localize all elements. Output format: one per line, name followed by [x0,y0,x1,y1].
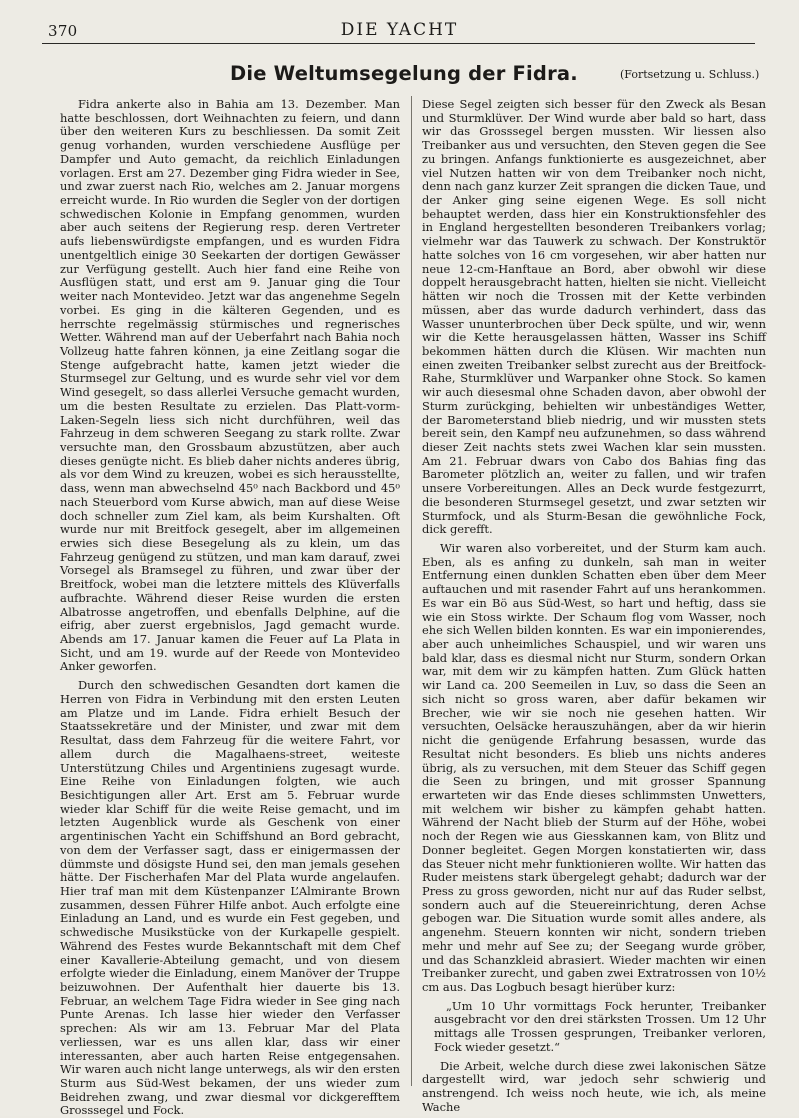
paragraph: Durch den schwedischen Gesandten dort kamen die Herren von Fidra in Verbindung mit den ersten Leuten am Platze und im Lande. Fidra erhielt Besuch der Staatssekretäre und der Minister, und zwar mit dem Resultat, dass dem Fahrzeug für die weitere Fahrt, vor allem durch die Magalhaens-street, weiteste Unterstützung Chiles und Argentiniens zugesagt wurde. Eine Reihe von Einladungen folgten, wie auch Besichtigungen aller Art. Erst am 5. Februar wurde wieder klar Schiff für die weite Reise gemacht, und im letzten Augenblick wurde als Geschenk von einer argentinischen Yacht ein Schiffshund an Bord gebracht, von dem der Verfasser sagt, dass er einigermassen der dümmste und dösigste Hund sei, den man jemals gesehen hätte. Der Fischerhafen Mar del Plata wurde angelaufen. Hier traf man mit dem Küstenpanzer L’Almirante Brown zusammen, dessen Führer Hilfe anbot. Auch erfolgte eine Einladung an Land, und es wurde ein Fest gegeben, und schwedische Musikstücke von der Kurkapelle gespielt. Während des Festes wurde Bekanntschaft mit dem Chef einer Kavallerie-Abteilung gemacht, und von diesem erfolgte wieder die Einladung, einem Manöver der Truppe beizuwohnen. Der Aufenthalt hier dauerte bis 13. Februar, an welchem Tage Fidra wieder in See ging nach Punte Arenas. Ich lasse hier wieder den Verfasser sprechen: Als wir am 13. Februar Mar del Plata verliessen, war es uns allen klar, dass wir einer interessanten, aber auch harten Reise entgegensahen. Wir waren auch nicht lange unterwegs, als wir den ersten Sturm aus Süd-West bekamen, der uns wieder zum Beidrehen zwang, und zwar diesmal vor dickgerefftem Grosssegel und Fock. [60,678,400,1118]
running-head [40,20,759,42]
paragraph: Wir waren also vorbereitet, und der Sturm kam auch. Eben, als es anfing zu dunkeln, sah man in weiter Entfernung einen dunklen Schatten eben über dem Meer auftauchen und mit rasender Fahrt auf uns herankommen. Es war ein Bö aus Süd-West, so hart und heftig, dass sie wie ein Stoss wirkte. Der Schaum flog vom Wasser, noch ehe sich Wellen bilden konnten. Es war ein imponierendes, aber auch unheimliches Schauspiel, und wir waren uns bald klar, dass es diesmal nicht nur Sturm, sondern Orkan war, mit dem wir zu kämpfen hatten. Zum Glück hatten wir Land ca. 200 Seemeilen in Luv, so dass die Seen an sich nicht so gross waren, aber dafür bekamen wir Brecher, wie wir sie noch nie gesehen hatten. Wir versuchten, Oelsäcke herauszuhängen, aber da wir hierin nicht die genügende Erfahrung besassen, wurde das Resultat nicht besonders. Es blieb uns nichts anderes übrig, als zu versuchen, mit dem Steuer das Schiff gegen die Seen zu bringen, und mit grosser Spannung erwarteten wir das Ende dieses schlimmsten Unwetters, mit welchem wir bisher zu kämpfen gehabt hatten. Während der Nacht blieb der Sturm auf der Höhe, wobei noch der Regen wie aus Giesskannen kam, von Blitz und Donner begleitet. Gegen Morgen konstatierten wir, dass das Steuer nicht mehr funktionieren wollte. Wir hatten das Ruder meistens stark übergelegt gehabt; dadurch war der Press zu gross geworden, nicht nur auf das Ruder selbst, sondern auch auf die Steuereinrichtung, deren Achse gebogen war. Die Situation wurde somit alles andere, als angenehm. Steuern konnten wir nicht, sondern trieben mehr und mehr auf See zu; der Seegang wurde gröber, und das Schanzkleid abrasiert. Wieder machten wir einen Treibanker zurecht, und gaben zwei Extratrossen von 10½ cm aus. Das Logbuch besagt hierüber kurz: [422,541,766,994]
right-column [422,98,766,1114]
page-number: 370 [48,22,78,40]
article-title: Die Weltumsegelung der Fidra. [230,62,578,85]
journal-name: DIE YACHT [340,20,459,40]
header-rule [42,43,755,44]
paragraph: Diese Segel zeigten sich besser für den Zweck als Besan und Sturmklüver. Der Wind wurde aber bald so hart, dass wir das Grosssegel bergen mussten. Wir liessen also Treibanker aus und versuchten, den Steven gegen die See zu bringen. Anfangs funktionierte es ausgezeichnet, aber viel Nutzen hatten wir von dem Treibanker noch nicht, denn nach ganz kurzer Zeit sprangen die dicken Taue, und der Anker ging seine eigenen Wege. Es soll nicht behauptet werden, dass hier ein Konstruktionsfehler des in England hergestellten besonderen Treibankers vorlag; vielmehr war das Tauwerk zu schwach. Der Konstruktör hatte solches von 16 cm vorgesehen, wir aber hatten nur neue 12-cm-Hanftaue an Bord, aber obwohl wir diese doppelt herausgebracht hatten, hielten sie nicht. Vielleicht hätten wir noch die Trossen mit der Kette verbinden müssen, aber das wurde dadurch verhindert, dass das Wasser ununterbrochen über Deck spülte, und wir, wenn wir die Kette herausgelassen hätten, Wasser ins Schiff bekommen hätten durch die Klüsen. Wir machten nun einen zweiten Treibanker selbst zurecht aus der Breitfock-Rahe, Sturmklüver und Warpanker ohne Stock. So kamen wir auch diesesmal ohne Schaden davon, aber obwohl der Sturm zurückging, behielten wir unbeständiges Wetter, der Barometerstand blieb niedrig, und wir mussten stets bereit sein, den Kampf neu aufzunehmen, so dass während dieser Zeit nachts stets zwei Wachen klar sein mussten. Am 21. Februar dwars von Cabo dos Bahias fing das Barometer plötzlich an, weiter zu fallen, und wir trafen unsere Vorbereitungen. Alles an Deck wurde festgezurrt, die besonderen Sturmsegel gesetzt, und zwar setzten wir Sturmfock, und als Sturm-Besan die gewöhnliche Fock, dick gerefft. [422,97,766,537]
left-column [60,98,400,1118]
paragraph: Die Arbeit, welche durch diese zwei lakonischen Sätze dargestellt wird, war jedoch sehr schwierig und anstrengend. Ich weiss noch heute, wie ich, als meine Wache [422,1058,766,1114]
article-subtitle: (Fortsetzung u. Schluss.) [620,68,760,81]
logbook-quote: „Um 10 Uhr vormittags Fock herunter, Treibanker ausgebracht vor den drei stärksten Trossen. Um 12 Uhr mittags alle Trossen gesprungen, Treibanker verloren, Fock wieder gesetzt.“ [434,998,766,1054]
column-divider [411,96,412,1086]
paragraph: Fidra ankerte also in Bahia am 13. Dezember. Man hatte beschlossen, dort Weihnachten zu feiern, und dann über den weiteren Kurs zu beschliessen. Da somit Zeit genug vorhanden, wurden verschiedene Ausflüge per Dampfer und Auto gemacht, da reichlich Einladungen vorlagen. Erst am 27. Dezember ging Fidra wieder in See, und zwar zuerst nach Rio, welches am 2. Januar morgens erreicht wurde. In Rio wurden die Segler von der dortigen schwedischen Kolonie in Empfang genommen, wurden aber auch seitens der Regierung resp. deren Vertreter aufs liebenswürdigste empfangen, und es wurden Fidra unentgeltlich einige 30 Seekarten der dortigen Gewässer zur Verfügung gestellt. Auch hier fand eine Reihe von Ausflügen statt, und erst am 9. Januar ging die Tour weiter nach Montevideo. Jetzt war das angenehme Segeln vorbei. Es ging in die kälteren Gegenden, und es herrschte regelmässig stürmisches und regnerisches Wetter. Während man auf der Ueberfahrt nach Bahia noch Vollzeug hatte fahren können, ja eine Zeitlang sogar die Stenge aufgebracht hatte, kamen jetzt wieder die Sturmsegel zur Geltung, und es wurde sehr viel vor dem Wind gesegelt, so dass allerlei Versuche gemacht wurden, um die besten Resultate zu erzielen. Das Platt-vorm-Laken-Segeln liess sich nicht durchführen, weil das Fahrzeug in dem schweren Seegang zu stark rollte. Zwar versuchte man, den Grossbaum abzustützen, aber auch dieses genügte nicht. Es blieb daher nichts anderes übrig, als vor dem Wind zu kreuzen, wobei es sich herausstellte, dass, wenn man abwechselnd 45⁰ nach Backbord und 45⁰ nach Steuerbord vom Kurse abwich, man auf diese Weise doch schneller zum Ziel kam, als beim Kurshalten. Oft wurde nur mit Breitfock gesegelt, aber im allgemeinen erwies sich diese Besegelung als zu klein, um das Fahrzeug genügend zu stützen, und man kam darauf, zwei Vorsegel als Bramsegel zu führen, und zwar über der Breitfock, wobei man die letztere mittels des Klüverfalls aufbrachte. Während dieser Reise wurden die ersten Albatrosse angetroffen, und ebenfalls Delphine, auf die eifrig, aber zuerst ergebnislos, Jagd gemacht wurde. Abends am 17. Januar kamen die Feuer auf La Plata in Sicht, und am 19. wurde auf der Reede von Montevideo Anker geworfen. [60,97,400,674]
